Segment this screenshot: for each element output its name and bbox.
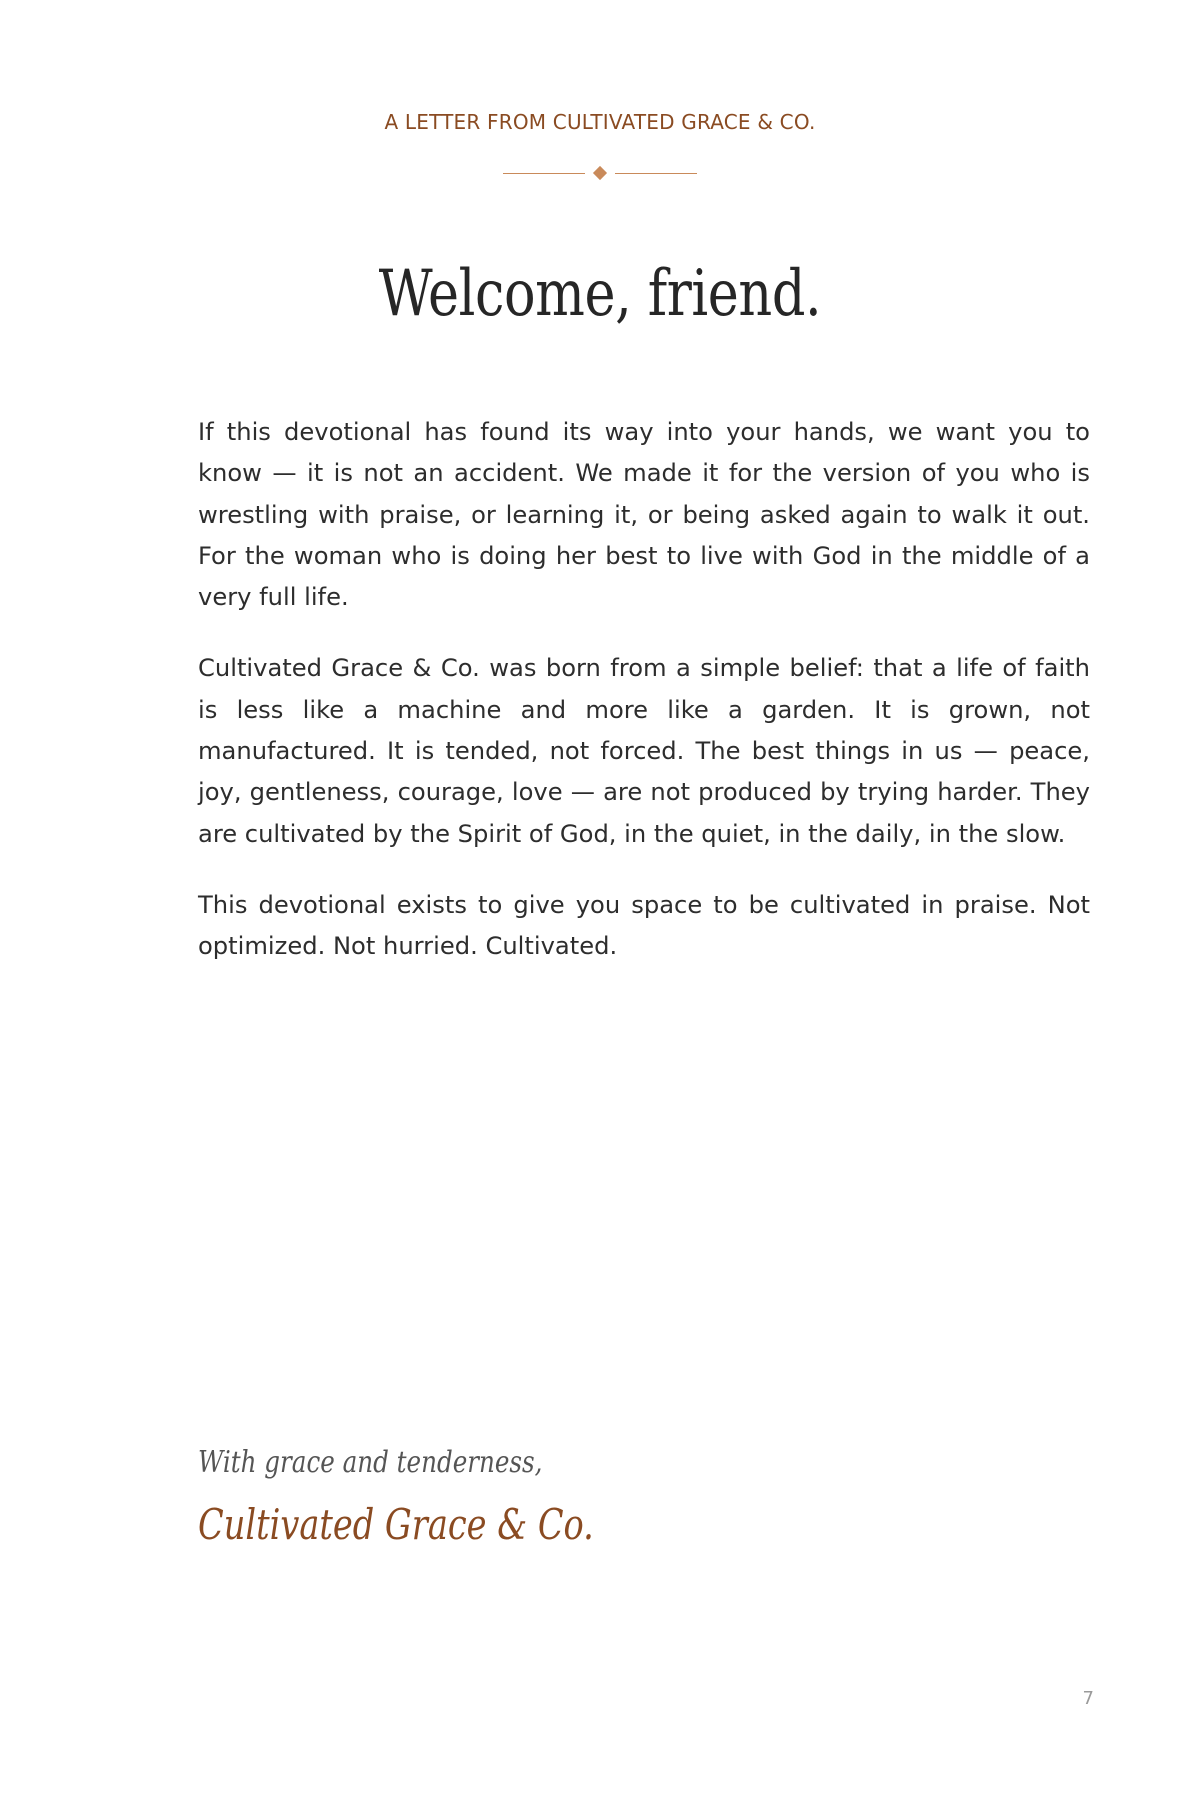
page-title: Welcome, friend. xyxy=(378,257,822,331)
body-paragraph: If this devotional has found its way into your hands, we want you to know — it is not an accident. We made it for the version of you who is wrestling with praise, or learning it, or being asked again to walk it out. For the woman who is doing her best to live with God in the middle of a very full life. xyxy=(198,418,1090,612)
letter-body xyxy=(198,412,1090,998)
letter-eyebrow: A LETTER FROM CULTIVATED GRACE & CO. xyxy=(384,110,816,134)
closing-signoff: With grace and tenderness, xyxy=(198,1445,543,1480)
divider-rule-right xyxy=(615,173,697,174)
divider-ornament xyxy=(0,168,1200,178)
body-paragraph: Cultivated Grace & Co. was born from a simple belief: that a life of faith is less like a machine and more like a garden. It is grown, not manufactured. It is tended, not forced. The best things in us — peace, joy, gentleness, courage, love — are not produced by trying harder. They are cultivated by the Spirit of God, in the quiet, in the daily, in the slow. xyxy=(198,654,1090,848)
page-number: 7 xyxy=(1082,1688,1094,1709)
divider-rule-left xyxy=(503,173,585,174)
closing-signature: Cultivated Grace & Co. xyxy=(198,1500,594,1549)
body-paragraph: This devotional exists to give you space to be cultivated in praise. Not optimized. Not hurried. Cultivated. xyxy=(198,890,1090,961)
diamond-icon xyxy=(593,166,607,180)
